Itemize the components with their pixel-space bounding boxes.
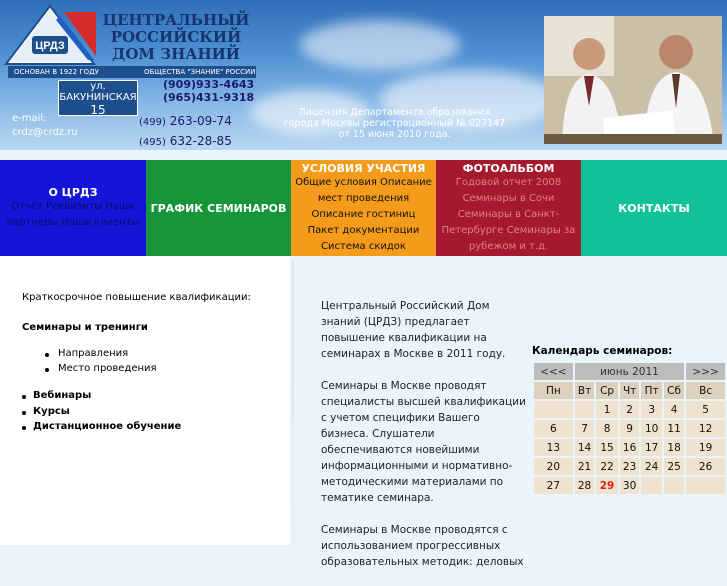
- nav-conditions-title[interactable]: УСЛОВИЯ УЧАСТИЯ: [301, 161, 426, 175]
- calendar-day[interactable]: 11: [664, 420, 684, 437]
- calendar-empty-cell: [641, 477, 662, 494]
- calendar-month: июнь 2011: [575, 363, 684, 380]
- content-paragraph: Семинары в Москве проводят специалисты высшей квалификации с учетом специфики Вашего бизнеса. Слушатели обеспечиваются новейшими информационными и нормативно-методическими материалами по тематике семинара.: [321, 380, 526, 504]
- nav-photo[interactable]: [436, 160, 581, 256]
- calendar-weekday: Вт: [575, 382, 595, 399]
- founded-text: ОСНОВАН В 1922 ГОДУ: [14, 68, 99, 76]
- calendar-next-button[interactable]: >>>: [686, 363, 725, 380]
- nav-conditions[interactable]: [291, 160, 436, 256]
- calendar-day[interactable]: 14: [575, 439, 595, 456]
- calendar-day[interactable]: 30: [620, 477, 640, 494]
- calendar-day-today[interactable]: 29: [596, 477, 617, 494]
- sidebar-item-courses[interactable]: Курсы: [33, 406, 70, 417]
- calendar-day[interactable]: 4: [664, 401, 684, 418]
- bullet-icon: [22, 426, 26, 430]
- calendar-day[interactable]: 9: [620, 420, 640, 437]
- calendar-weekday: Пт: [641, 382, 662, 399]
- calendar-empty-cell: [575, 401, 595, 418]
- calendar-day[interactable]: 17: [641, 439, 662, 456]
- calendar-day[interactable]: 16: [620, 439, 640, 456]
- nav-photo-sub[interactable]: Годовой отчет 2008 Семинары в Сочи Семинары в Санкт-Петербурге Семинары за рубежом и т.д.: [441, 176, 576, 252]
- calendar-day[interactable]: 1: [596, 401, 617, 418]
- calendar-day[interactable]: 12: [686, 420, 725, 437]
- logo-abbr: ЦРДЗ: [35, 40, 65, 52]
- logo-triangle-icon: [4, 4, 96, 66]
- calendar-day[interactable]: 5: [686, 401, 725, 418]
- sidebar: [0, 256, 290, 545]
- email-block: [12, 112, 78, 140]
- calendar-weekdays: [534, 382, 725, 399]
- bullet-icon: [22, 395, 26, 399]
- calendar-day[interactable]: 27: [534, 477, 573, 494]
- content-paragraph: Центральный Российский Дом знаний (ЦРДЗ) предлагает повышение квалификации на семинарах в Москве в 2011 году.: [321, 300, 506, 360]
- nav-conditions-sub[interactable]: Общие условия Описание мест проведения Описание гостиниц Пакет документации Система скидок: [295, 176, 432, 252]
- nav-photo-title[interactable]: ФОТОАЛЬБОМ: [462, 161, 555, 175]
- calendar-week: [534, 401, 725, 418]
- org-name-line: ЦЕНТРАЛЬНЫЙ: [102, 11, 250, 29]
- header-photo: [544, 16, 722, 144]
- org-name-line: РОССИЙСКИЙ: [110, 28, 242, 46]
- nav-contacts-title[interactable]: КОНТАКТЫ: [618, 201, 690, 215]
- calendar-week: [534, 439, 725, 456]
- phone-number: (909)933-4643: [163, 78, 255, 91]
- nav-schedule-title[interactable]: ГРАФИК СЕМИНАРОВ: [150, 201, 287, 215]
- calendar-day[interactable]: 18: [664, 439, 684, 456]
- org-name: [96, 12, 256, 63]
- sidebar-item-distance[interactable]: Дистанционное обучение: [33, 421, 182, 432]
- nav-about-sub[interactable]: Отчёт Реквизиты Наши партнеры Наши клиенты: [6, 200, 140, 228]
- calendar-day[interactable]: 26: [686, 458, 725, 475]
- calendar-day[interactable]: 2: [620, 401, 640, 418]
- email-label: e-mail:: [12, 113, 47, 124]
- seminar-calendar: [532, 361, 727, 496]
- calendar-day[interactable]: 22: [596, 458, 617, 475]
- calendar-week: [534, 420, 725, 437]
- mobile-phones: [163, 78, 254, 104]
- calendar-weekday: Чт: [620, 382, 640, 399]
- founded-bar: [8, 66, 256, 78]
- calendar-weekday: Сб: [664, 382, 684, 399]
- license-line: города Москвы регистрационный № 027147: [283, 118, 506, 129]
- nav-schedule[interactable]: [146, 160, 291, 256]
- nav-about-title[interactable]: О ЦРДЗ: [48, 185, 98, 199]
- phone-number: 632-28-85: [169, 134, 232, 148]
- calendar-days: [534, 401, 725, 494]
- main-nav: [0, 160, 727, 256]
- sidebar-item-directions[interactable]: Направления: [58, 348, 129, 359]
- sidebar-item-webinars[interactable]: Вебинары: [33, 390, 92, 401]
- column-divider: [292, 262, 294, 545]
- site-header: [0, 0, 727, 150]
- businessmen-image-icon: [544, 16, 722, 144]
- nav-about[interactable]: [0, 160, 146, 256]
- calendar-day[interactable]: 6: [534, 420, 573, 437]
- calendar-week: [534, 477, 725, 494]
- calendar-weekday: Вс: [686, 382, 725, 399]
- city-phones: [139, 112, 232, 150]
- phone-number: 263-09-74: [169, 114, 232, 128]
- calendar-day[interactable]: 15: [596, 439, 617, 456]
- calendar-day[interactable]: 28: [575, 477, 595, 494]
- calendar-day[interactable]: 19: [686, 439, 725, 456]
- phone-number: (965)431-9318: [163, 91, 255, 104]
- sidebar-section-seminars[interactable]: Семинары и тренинги: [22, 322, 148, 333]
- license-line: Лицензия Департамента образования: [298, 107, 491, 118]
- bullet-icon: [45, 368, 49, 372]
- calendar-empty-cell: [664, 477, 684, 494]
- calendar-weekday: Пн: [534, 382, 573, 399]
- phone-code: (495): [139, 137, 166, 148]
- phone-code: (499): [139, 117, 166, 128]
- bullet-icon: [22, 411, 26, 415]
- calendar-day[interactable]: 8: [596, 420, 617, 437]
- address-box: [58, 80, 138, 116]
- house-number: 15: [90, 103, 106, 117]
- calendar-day[interactable]: 13: [534, 439, 573, 456]
- calendar-prev-button[interactable]: <<<: [534, 363, 573, 380]
- license-line: от 15 июня 2010 года.: [338, 129, 451, 140]
- email-link[interactable]: crdz@crdz.ru: [12, 127, 78, 138]
- cloud-decoration: [300, 20, 460, 70]
- street-name: ул. БАКУНИНСКАЯ: [59, 81, 137, 103]
- nav-contacts[interactable]: [581, 160, 727, 256]
- license-text: [262, 107, 527, 140]
- calendar-day[interactable]: 7: [575, 420, 595, 437]
- calendar-day[interactable]: 21: [575, 458, 595, 475]
- calendar-empty-cell: [534, 401, 573, 418]
- bullet-icon: [45, 353, 49, 357]
- society-text: ОБЩЕСТВА "ЗНАНИЕ" РОССИИ: [144, 68, 256, 76]
- org-name-line: ДОМ ЗНАНИЙ: [112, 45, 240, 63]
- calendar-day[interactable]: 24: [641, 458, 662, 475]
- calendar-title: Календарь семинаров:: [532, 345, 673, 357]
- calendar-day[interactable]: 20: [534, 458, 573, 475]
- city-phone: [139, 132, 232, 150]
- content-paragraph: Семинары в Москве проводятся с использованием прогрессивных образовательных методик: деловых: [321, 524, 524, 568]
- calendar-week: [534, 458, 725, 475]
- calendar-day[interactable]: 3: [641, 401, 662, 418]
- calendar-day[interactable]: 10: [641, 420, 662, 437]
- calendar-weekday: Ср: [596, 382, 617, 399]
- calendar-day[interactable]: 25: [664, 458, 684, 475]
- sidebar-heading: Краткосрочное повышение квалификации:: [22, 292, 251, 303]
- calendar-empty-cell: [686, 477, 725, 494]
- city-phone: [139, 112, 232, 132]
- calendar-header: [534, 363, 725, 380]
- main-content: [321, 298, 526, 586]
- calendar-day[interactable]: 23: [620, 458, 640, 475]
- sidebar-item-venue[interactable]: Место проведения: [58, 363, 157, 374]
